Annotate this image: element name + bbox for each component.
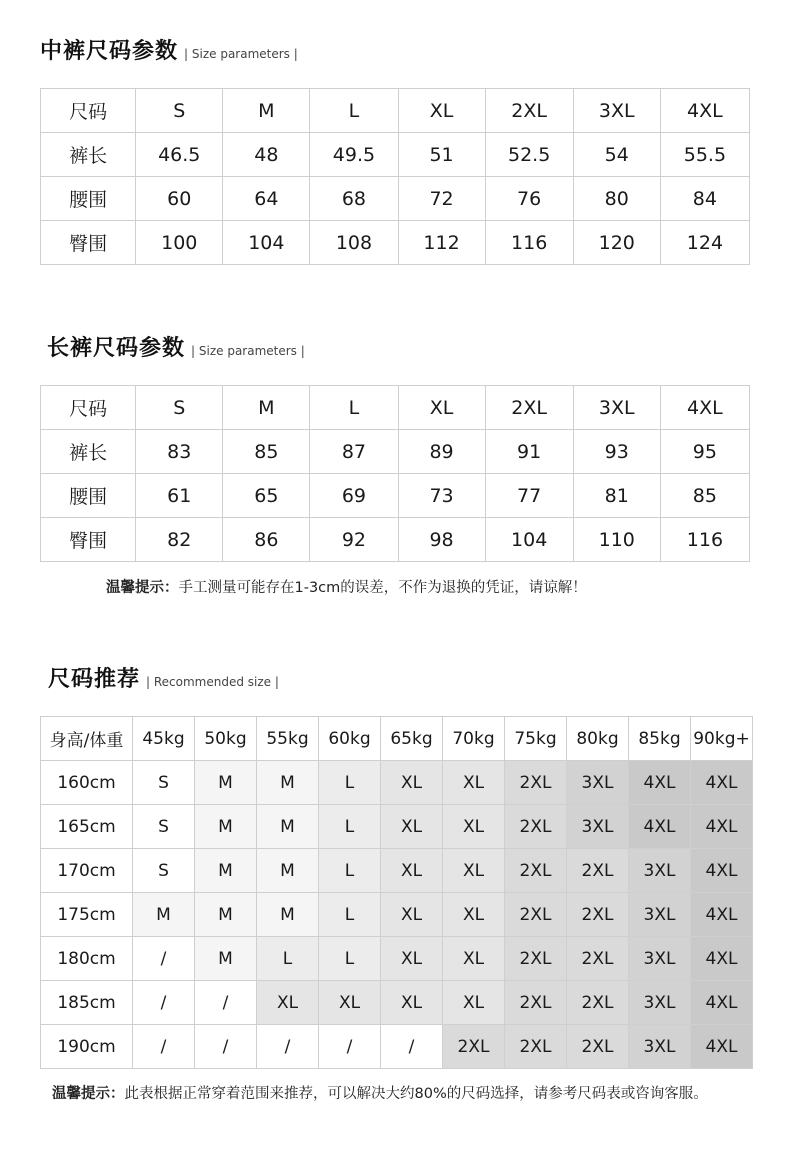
recommended-size-cell: 2XL (505, 893, 567, 937)
size-header-cell: 3XL (573, 89, 660, 133)
recommended-size-cell: M (257, 805, 319, 849)
recommended-size-cell: L (319, 893, 381, 937)
table-row (41, 133, 750, 177)
recommended-size-cell: / (133, 1025, 195, 1069)
recommended-size-cell: 3XL (567, 761, 629, 805)
measurement-cell: 69 (310, 474, 398, 518)
recommended-size-cell: 2XL (505, 981, 567, 1025)
recommended-size-cell: XL (443, 761, 505, 805)
weight-header-cell: 50kg (195, 717, 257, 761)
table-row (41, 89, 750, 133)
measurement-cell: 84 (660, 177, 749, 221)
mid-shorts-size-table (40, 88, 750, 265)
measurement-cell: 51 (398, 133, 485, 177)
recommendation-tip-text: 此表根据正常穿着范围来推荐，可以解决大约80%的尺码选择，请参考尺码表或咨询客服。 (124, 1086, 708, 1102)
recommend-heading (48, 662, 279, 693)
measurement-cell: 55.5 (660, 133, 749, 177)
measurement-cell: 83 (136, 430, 223, 474)
measurement-cell: 92 (310, 518, 398, 562)
measurement-cell: 95 (660, 430, 749, 474)
measurement-cell: 86 (223, 518, 310, 562)
recommended-size-cell: 4XL (629, 761, 691, 805)
size-header-cell: S (136, 89, 223, 133)
recommended-size-cell: 4XL (691, 805, 753, 849)
size-header-cell: L (310, 386, 398, 430)
size-header-cell: 4XL (660, 89, 749, 133)
recommended-size-cell: 2XL (567, 849, 629, 893)
weight-header-cell: 65kg (381, 717, 443, 761)
measurement-tip (106, 576, 587, 597)
recommended-size-cell: XL (381, 849, 443, 893)
measurement-cell: 100 (136, 221, 223, 265)
measurement-cell: 80 (573, 177, 660, 221)
recommended-size-cell: / (195, 981, 257, 1025)
size-header-cell: M (223, 89, 310, 133)
recommended-size-cell: 3XL (629, 981, 691, 1025)
measurement-cell: 68 (310, 177, 398, 221)
table-row (41, 386, 750, 430)
recommended-size-cell: L (319, 849, 381, 893)
row-label-cell: 臀围 (41, 518, 136, 562)
measurement-cell: 48 (223, 133, 310, 177)
recommended-size-cell: 2XL (567, 893, 629, 937)
row-label-cell: 裤长 (41, 133, 136, 177)
recommended-size-cell: / (319, 1025, 381, 1069)
recommended-size-cell: L (319, 761, 381, 805)
table-row (41, 177, 750, 221)
table-row (41, 893, 753, 937)
measurement-cell: 98 (398, 518, 485, 562)
size-recommendation-table (40, 716, 753, 1069)
measurement-cell: 49.5 (310, 133, 398, 177)
height-cell: 180cm (41, 937, 133, 981)
measurement-cell: 82 (136, 518, 223, 562)
measurement-cell: 116 (660, 518, 749, 562)
height-weight-header-cell: 身高/体重 (41, 717, 133, 761)
measurement-cell: 76 (485, 177, 573, 221)
recommended-size-cell: XL (381, 761, 443, 805)
table-row (41, 981, 753, 1025)
recommended-size-cell: / (195, 1025, 257, 1069)
recommended-size-cell: 4XL (691, 937, 753, 981)
recommended-size-cell: M (195, 937, 257, 981)
size-header-cell: 4XL (660, 386, 749, 430)
recommended-size-cell: 2XL (505, 1025, 567, 1069)
recommended-size-cell: 3XL (629, 1025, 691, 1069)
table-row (41, 849, 753, 893)
recommended-size-cell: M (195, 893, 257, 937)
recommended-size-cell: / (133, 981, 195, 1025)
height-cell: 185cm (41, 981, 133, 1025)
long-pants-title: 长裤尺码参数 (47, 336, 186, 361)
recommended-size-cell: S (133, 849, 195, 893)
measurement-cell: 85 (223, 430, 310, 474)
recommended-size-cell: 4XL (691, 893, 753, 937)
row-label-cell: 臀围 (41, 221, 136, 265)
measurement-cell: 61 (136, 474, 223, 518)
row-label-cell: 腰围 (41, 474, 136, 518)
long-pants-subtitle: | Size parameters | (191, 344, 305, 358)
recommended-size-cell: 2XL (505, 805, 567, 849)
measurement-cell: 46.5 (136, 133, 223, 177)
recommended-size-cell: 2XL (567, 981, 629, 1025)
recommended-size-cell: M (195, 849, 257, 893)
recommended-size-cell: 2XL (567, 937, 629, 981)
recommended-size-cell: XL (381, 981, 443, 1025)
weight-header-cell: 85kg (629, 717, 691, 761)
table-row (41, 430, 750, 474)
measurement-cell: 93 (573, 430, 660, 474)
row-label-cell: 裤长 (41, 430, 136, 474)
measurement-cell: 52.5 (485, 133, 573, 177)
row-label-cell: 腰围 (41, 177, 136, 221)
table-row (41, 474, 750, 518)
recommended-size-cell: 4XL (691, 981, 753, 1025)
measurement-tip-text: 手工测量可能存在1-3cm的误差，不作为退换的凭证，请谅解！ (178, 580, 587, 596)
measurement-cell: 60 (136, 177, 223, 221)
measurement-cell: 89 (398, 430, 485, 474)
recommended-size-cell: L (319, 937, 381, 981)
measurement-cell: 77 (485, 474, 573, 518)
recommended-size-cell: L (257, 937, 319, 981)
recommended-size-cell: 3XL (629, 893, 691, 937)
long-pants-heading (47, 331, 305, 362)
measurement-cell: 124 (660, 221, 749, 265)
size-header-cell: XL (398, 89, 485, 133)
recommended-size-cell: M (257, 849, 319, 893)
measurement-cell: 54 (573, 133, 660, 177)
table-row (41, 761, 753, 805)
height-cell: 160cm (41, 761, 133, 805)
measurement-cell: 91 (485, 430, 573, 474)
height-cell: 170cm (41, 849, 133, 893)
weight-header-cell: 80kg (567, 717, 629, 761)
size-header-cell: L (310, 89, 398, 133)
recommended-size-cell: M (257, 893, 319, 937)
size-header-cell: S (136, 386, 223, 430)
measurement-cell: 85 (660, 474, 749, 518)
recommended-size-cell: M (257, 761, 319, 805)
measurement-cell: 72 (398, 177, 485, 221)
recommended-size-cell: / (381, 1025, 443, 1069)
measurement-cell: 65 (223, 474, 310, 518)
row-label-cell: 尺码 (41, 89, 136, 133)
recommended-size-cell: M (133, 893, 195, 937)
recommended-size-cell: XL (443, 893, 505, 937)
recommendation-tip-label: 温馨提示： (52, 1086, 125, 1102)
recommended-size-cell: 4XL (691, 761, 753, 805)
recommended-size-cell: / (257, 1025, 319, 1069)
table-row (41, 1025, 753, 1069)
recommended-size-cell: 4XL (629, 805, 691, 849)
table-row (41, 221, 750, 265)
recommended-size-cell: S (133, 761, 195, 805)
size-header-cell: XL (398, 386, 485, 430)
recommended-size-cell: M (195, 805, 257, 849)
recommended-size-cell: 3XL (567, 805, 629, 849)
weight-header-cell: 45kg (133, 717, 195, 761)
measurement-cell: 81 (573, 474, 660, 518)
recommended-size-cell: 2XL (505, 937, 567, 981)
table-header-row (41, 717, 753, 761)
height-cell: 190cm (41, 1025, 133, 1069)
table-row (41, 518, 750, 562)
recommended-size-cell: 2XL (505, 849, 567, 893)
size-header-cell: M (223, 386, 310, 430)
recommended-size-cell: S (133, 805, 195, 849)
measurement-tip-label: 温馨提示： (106, 580, 179, 596)
weight-header-cell: 55kg (257, 717, 319, 761)
mid-shorts-subtitle: | Size parameters | (184, 47, 298, 61)
recommendation-tip (52, 1082, 708, 1103)
recommended-size-cell: XL (443, 937, 505, 981)
recommended-size-cell: M (195, 761, 257, 805)
height-cell: 165cm (41, 805, 133, 849)
recommend-title: 尺码推荐 (48, 667, 141, 692)
measurement-cell: 116 (485, 221, 573, 265)
recommended-size-cell: XL (381, 893, 443, 937)
recommended-size-cell: / (133, 937, 195, 981)
recommended-size-cell: XL (319, 981, 381, 1025)
measurement-cell: 73 (398, 474, 485, 518)
row-label-cell: 尺码 (41, 386, 136, 430)
recommended-size-cell: 2XL (443, 1025, 505, 1069)
recommended-size-cell: XL (257, 981, 319, 1025)
measurement-cell: 120 (573, 221, 660, 265)
weight-header-cell: 75kg (505, 717, 567, 761)
measurement-cell: 104 (223, 221, 310, 265)
long-pants-size-table (40, 385, 750, 562)
height-cell: 175cm (41, 893, 133, 937)
measurement-cell: 112 (398, 221, 485, 265)
size-header-cell: 2XL (485, 386, 573, 430)
table-row (41, 805, 753, 849)
weight-header-cell: 90kg+ (691, 717, 753, 761)
measurement-cell: 104 (485, 518, 573, 562)
mid-shorts-heading (40, 34, 298, 65)
recommended-size-cell: 4XL (691, 1025, 753, 1069)
measurement-cell: 110 (573, 518, 660, 562)
recommended-size-cell: 2XL (505, 761, 567, 805)
recommend-subtitle: | Recommended size | (146, 675, 279, 689)
recommended-size-cell: L (319, 805, 381, 849)
mid-shorts-title: 中裤尺码参数 (40, 39, 179, 64)
recommended-size-cell: 2XL (567, 1025, 629, 1069)
weight-header-cell: 70kg (443, 717, 505, 761)
weight-header-cell: 60kg (319, 717, 381, 761)
recommended-size-cell: 3XL (629, 849, 691, 893)
recommended-size-cell: XL (381, 937, 443, 981)
measurement-cell: 64 (223, 177, 310, 221)
table-row (41, 937, 753, 981)
recommended-size-cell: XL (381, 805, 443, 849)
size-header-cell: 2XL (485, 89, 573, 133)
recommended-size-cell: XL (443, 805, 505, 849)
size-header-cell: 3XL (573, 386, 660, 430)
recommended-size-cell: XL (443, 849, 505, 893)
recommended-size-cell: 4XL (691, 849, 753, 893)
measurement-cell: 87 (310, 430, 398, 474)
recommended-size-cell: XL (443, 981, 505, 1025)
measurement-cell: 108 (310, 221, 398, 265)
recommended-size-cell: 3XL (629, 937, 691, 981)
